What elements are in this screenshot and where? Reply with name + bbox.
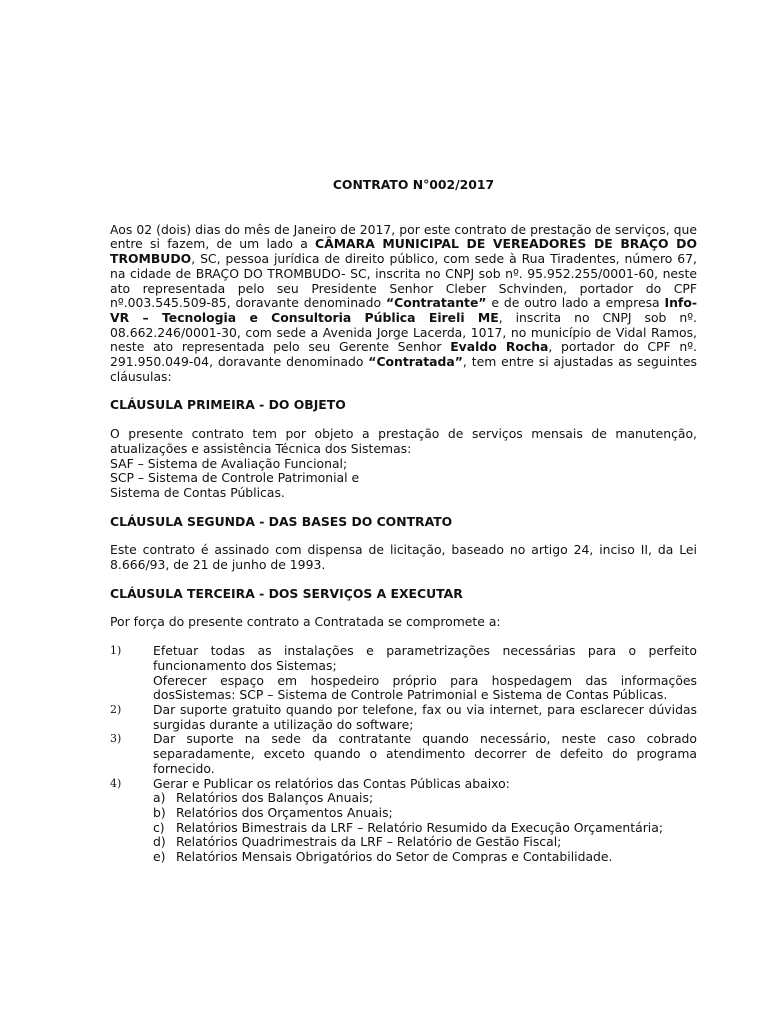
preamble-contratante-label: “Contratante” — [385, 295, 487, 311]
clause-1-text: O presente contrato tem por objeto a prestação de serviços mensais de manutenção, atualizações e assistência Técnica dos Sistemas: — [110, 426, 697, 456]
report-text: Relatórios Bimestrais da LRF – Relatório Resumido da Execução Orçamentária; — [176, 819, 664, 835]
contract-title: CONTRATO N°002/2017 — [332, 177, 495, 192]
service-item — [110, 644, 697, 703]
report-text: Relatórios Mensais Obrigatórios do Setor de Compras e Contabilidade. — [176, 849, 613, 865]
report-item — [153, 791, 697, 806]
clause-1-body — [110, 427, 697, 501]
service-number: 2) — [110, 702, 122, 716]
preamble-manager-name: Evaldo Rocha — [450, 339, 549, 355]
preamble-paragraph — [110, 223, 697, 385]
report-text: Relatórios dos Orçamentos Anuais; — [176, 804, 393, 820]
system-item: SCP – Sistema de Controle Patrimonial e — [110, 470, 360, 486]
report-text: Relatórios Quadrimestrais da LRF – Relatório de Gestão Fiscal; — [176, 834, 562, 850]
clause-1-heading: CLÁUSULA PRIMEIRA - DO OBJETO — [110, 397, 346, 413]
preamble-text-6: , tem entre si ajustadas as seguintes cláusulas: — [110, 354, 697, 384]
system-item: SAF – Sistema de Avaliação Funcional; — [110, 455, 348, 471]
service-item — [110, 732, 697, 776]
clause-2-heading: CLÁUSULA SEGUNDA - DAS BASES DO CONTRATO — [110, 513, 453, 529]
report-letter: d) — [153, 834, 166, 850]
document-body — [110, 178, 697, 865]
system-item: Sistema de Contas Públicas. — [110, 484, 285, 500]
report-item — [153, 821, 697, 836]
service-text-continued: Oferecer espaço em hospedeiro próprio para hospedagem das informações dosSistemas: SCP – Sistema de Controle Patrimonial e Sistema de Contas Públicas. — [153, 672, 697, 703]
service-item — [110, 777, 697, 865]
service-text: Gerar e Publicar os relatórios das Contas Públicas abaixo: — [153, 775, 510, 791]
clause-2-text: Este contrato é assinado com dispensa de licitação, baseado no artigo 24, inciso II, da Lei 8.666/93, de 21 de junho de 1993. — [110, 542, 697, 573]
report-letter: b) — [153, 804, 166, 820]
service-number: 3) — [110, 732, 122, 746]
report-letter: c) — [153, 819, 165, 835]
report-item — [153, 806, 697, 821]
clause-3-heading: CLÁUSULA TERCEIRA - DOS SERVIÇOS A EXECUTAR — [110, 585, 463, 601]
preamble-contratada-label: “Contratada” — [368, 354, 463, 370]
service-item — [110, 703, 697, 732]
service-text: Efetuar todas as instalações e parametrizações necessárias para o perfeito funcionamento dos Sistemas; — [153, 643, 697, 673]
preamble-text-4: , inscrita no CNPJ sob nº. 08.662.246/0001-30, com sede a Avenida Jorge Lacerda, 1017, no município de Vidal Ramos, neste ato representada pelo seu Gerente Senhor — [110, 309, 697, 355]
preamble-text-3: e de outro lado a empresa — [486, 295, 665, 311]
preamble-text-5: , portador do CPF nº. 291.950.049-04, doravante denominado — [110, 339, 697, 370]
service-number: 1) — [110, 644, 122, 658]
clause-3-intro: Por força do presente contrato a Contratada se compromete a: — [110, 614, 501, 630]
report-letter: e) — [153, 849, 166, 865]
services-list — [110, 644, 697, 865]
service-number: 4) — [110, 776, 122, 790]
report-sublist — [153, 791, 697, 865]
preamble-text-2: , SC, pessoa jurídica de direito público, com sede à Rua Tiradentes, número 67, na cidade de BRAÇO DO TROMBUDO- SC, inscrita no CNPJ sob nº. 95.952.255/0001-60, neste ato representada pelo seu Presidente Senhor Cleber Schvinden, portador do CPF nº.003.545.509-85, doravante denominado — [110, 251, 697, 311]
report-text: Relatórios dos Balanços Anuais; — [176, 790, 374, 806]
report-item — [153, 850, 697, 865]
report-letter: a) — [153, 790, 166, 806]
service-text: Dar suporte gratuito quando por telefone, fax ou via internet, para esclarecer dúvidas surgidas durante a utilização do software; — [153, 701, 697, 732]
preamble-party-company: Info-VR – Tecnologia e Consultoria Pública Eireli ME — [110, 295, 697, 325]
report-item — [153, 835, 697, 850]
preamble-text-1: Aos 02 (dois) dias do mês de Janeiro de 2017, por este contrato de prestação de serviços, que entre si fazem, de um lado a — [110, 221, 697, 252]
service-text: Dar suporte na sede da contratante quando necessário, neste caso cobrado separadamente, exceto quando o atendimento decorrer de defeito do programa fornecido. — [153, 731, 697, 776]
preamble-party-chamber: CÂMARA MUNICIPAL DE VEREADORES DE BRAÇO DO TROMBUDO — [110, 236, 697, 267]
